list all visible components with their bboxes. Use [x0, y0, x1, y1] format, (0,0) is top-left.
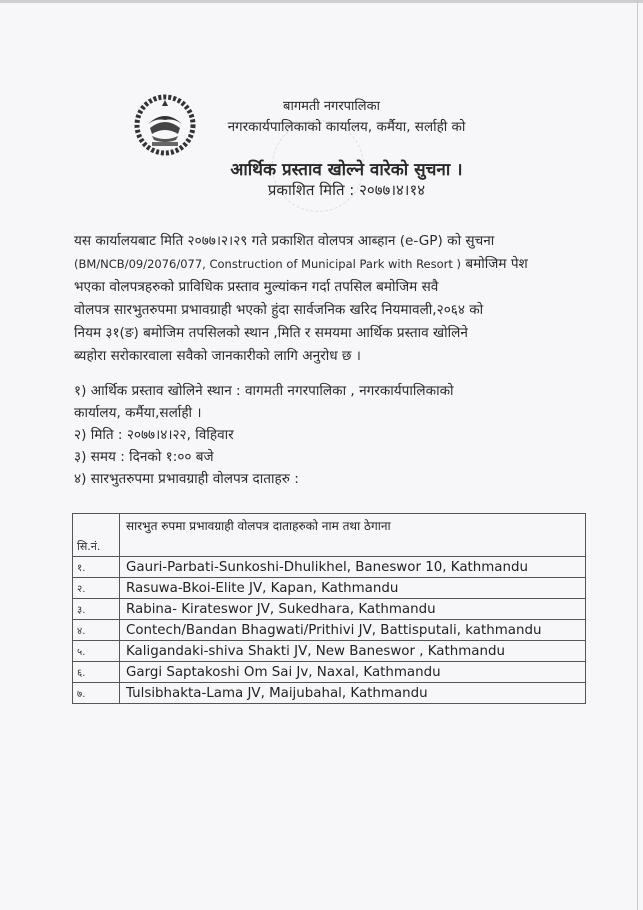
- header-bidder-name: सारभुत रुपमा प्रभावग्राही वोलपत्र दाताहरुको नाम तथा ठेगाना: [120, 514, 586, 557]
- table-row: [73, 557, 586, 578]
- office-name: नगरकार्यपालिकाको कार्यालय, कर्मैया, सर्लाही को: [227, 119, 466, 135]
- item-bidders-heading: ४) सारभुतरुपमा प्रभावग्राही वोलपत्र दाताहरु :: [74, 471, 299, 487]
- bidder-name: Gargi Saptakoshi Om Sai Jv, Naxal, Kathmandu: [120, 662, 586, 683]
- item-time: ३) समय : दिनको १:०० बजे: [74, 449, 214, 465]
- bidder-name: Kaligandaki-shiva Shakti JV, New Baneswor , Kathmandu: [120, 641, 586, 662]
- item-location-cont: कार्यालय, कर्मैया,सर्लाही ।: [74, 405, 202, 421]
- serial-number: ५.: [73, 641, 120, 662]
- tender-reference: (BM/NCB/09/2076/077, Construction of Municipal Park with Resort ): [74, 257, 462, 271]
- body-line: यस कार्यालयबाट मिति २०७७।२।२९ गते प्रकाशित वोलपत्र आब्हान (e-GP) को सुचना: [74, 233, 495, 249]
- table-row: [73, 662, 586, 683]
- table-row: [73, 599, 586, 620]
- bidder-name: Rabina- Kirateswor JV, Sukedhara, Kathmandu: [120, 599, 586, 620]
- header-serial-number: सि.नं.: [73, 514, 120, 557]
- item-location: १) आर्थिक प्रस्ताव खोलिने स्थान : वागमती नगरपालिका , नगरकार्यपालिकाको: [74, 383, 454, 399]
- table-header-row: [73, 514, 586, 557]
- serial-number: ४.: [73, 620, 120, 641]
- serial-number: ३.: [73, 599, 120, 620]
- serial-number: ६.: [73, 662, 120, 683]
- body-line: [74, 253, 586, 276]
- serial-number: ७.: [73, 683, 120, 704]
- table-row: [73, 641, 586, 662]
- item-date: २) मिति : २०७७।४।२२, विहिवार: [74, 427, 234, 443]
- bidder-name: Gauri-Parbati-Sunkoshi-Dhulikhel, Baneswor 10, Kathmandu: [120, 557, 586, 578]
- notice-items: [74, 380, 586, 490]
- body-text: बमोजिम पेश: [461, 256, 528, 272]
- table-row: [73, 620, 586, 641]
- scan-right-edge: [637, 0, 638, 910]
- notice-body: [74, 230, 586, 368]
- table-row: [73, 683, 586, 704]
- serial-number: २.: [73, 578, 120, 599]
- published-date: प्रकाशित मिति : २०७७।४।१४: [267, 181, 426, 199]
- serial-number: १.: [73, 557, 120, 578]
- bidder-name: Tulsibhakta-Lama JV, Maijubahal, Kathmandu: [120, 683, 586, 704]
- bidders-table: [72, 513, 586, 704]
- notice-title: आर्थिक प्रस्ताव खोल्ने वारेको सुचना ।: [230, 160, 463, 180]
- bidder-name: Rasuwa-Bkoi-Elite JV, Kapan, Kathmandu: [120, 578, 586, 599]
- body-line: भएका वोलपत्रहरुको प्राविधिक प्रस्ताव मुल्यांकन गर्दा तपसिल बमोजिम सवै: [74, 279, 439, 295]
- bidder-name: Contech/Bandan Bhagwati/Prithivi JV, Battisputali, kathmandu: [120, 620, 586, 641]
- table-row: [73, 578, 586, 599]
- body-line: नियम ३१(ङ) बमोजिम तपसिलको स्थान ,मिति र समयमा आर्थिक प्रस्ताव खोलिने: [74, 325, 468, 341]
- body-line: ब्यहोरा सरोकारवाला सवैको जानकारीको लागि अनुरोध छ ।: [74, 348, 361, 364]
- body-line: वोलपत्र सारभुतरुपमा प्रभावग्राही भएको हुंदा सार्वजनिक खरिद नियमावली,२०६४ को: [74, 302, 484, 318]
- scan-top-edge: [0, 0, 643, 3]
- municipality-name: बागमती नगरपालिका: [283, 99, 380, 114]
